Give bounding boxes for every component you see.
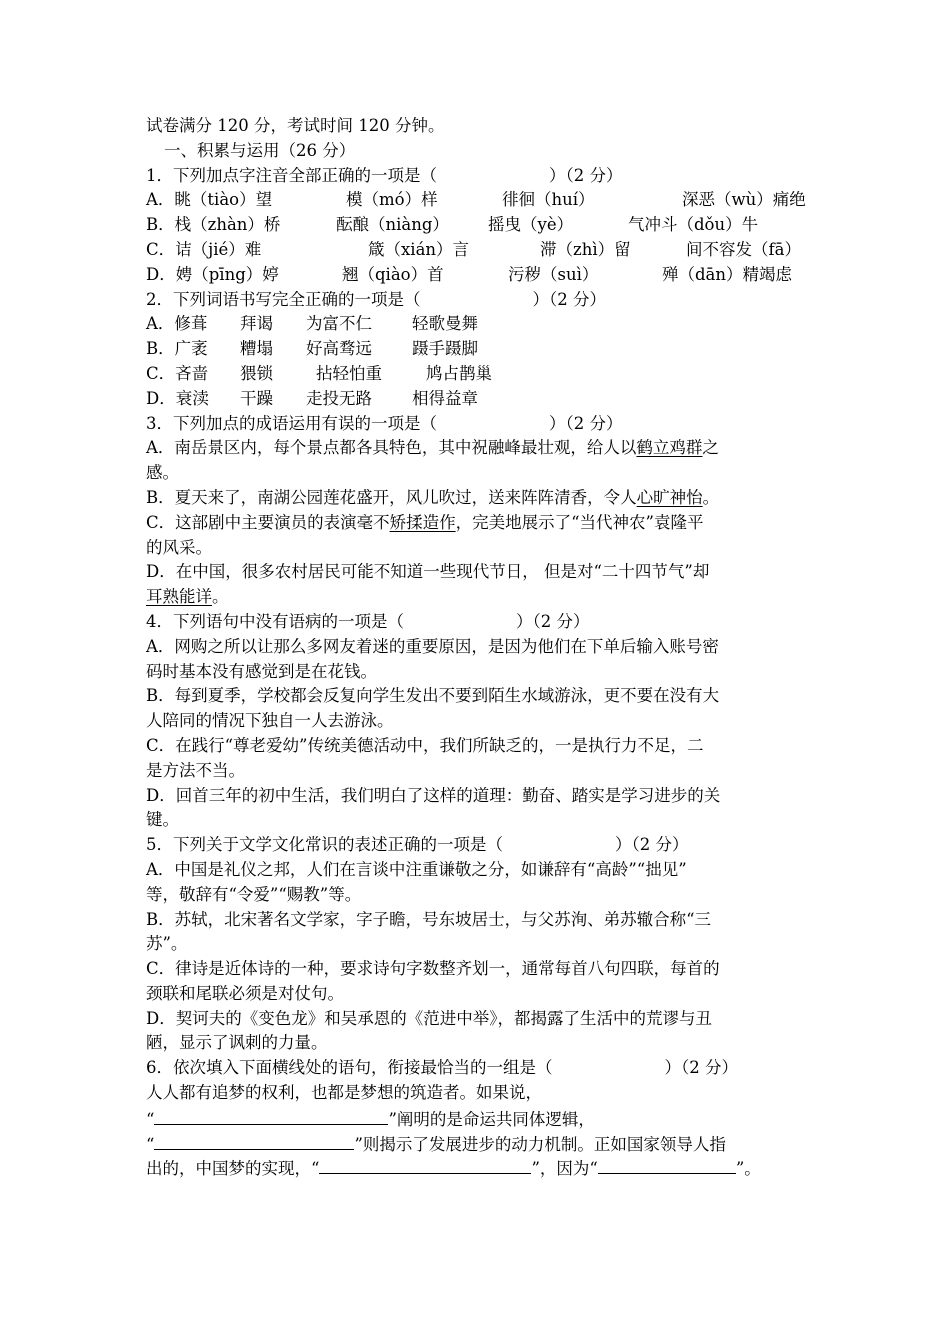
q5-option-b: B．苏轼，北宋著名文学家，字子瞻，号东坡居士，与父苏洵、弟苏辙合称“三 (146, 909, 712, 929)
q2-option-d: D．衰渎 干躁 走投无路 相得益章 (146, 388, 478, 408)
q2-option-c: C．吝啬 猥锁 拈轻怕重 鸠占鹊巢 (146, 363, 492, 383)
q5-option-d: D．契诃夫的《变色龙》和吴承恩的《范进中举》，都揭露了生活中的荒谬与丑 (146, 1008, 712, 1028)
q5-option-d-cont: 陋，显示了讽刺的力量。 (146, 1033, 328, 1053)
q6-stem: 6．依次填入下面横线处的语句，衔接最恰当的一组是（ ）（2 分） (146, 1058, 738, 1078)
q3-option-b: B．夏天来了，南湖公园莲花盛开，风儿吹过，送来阵阵清香，令人心旷神怡。 (146, 487, 720, 507)
q2-option-b: B．广袤 糟塌 好高骛远 蹑手蹑脚 (146, 339, 478, 359)
q4-option-c-cont: 是方法不当。 (146, 760, 245, 780)
q4-option-a-cont: 码时基本没有感觉到是在花钱。 (146, 661, 377, 681)
q1-option-c: C．诘（jié）难 箴（xián）言 滞（zhì）留 间不容发（fā） (146, 239, 801, 259)
q3-stem: 3．下列加点的成语运用有误的一项是（ ）（2 分） (146, 413, 623, 433)
answer-blank-3[interactable] (319, 1155, 531, 1174)
q5-option-c-cont: 颈联和尾联必须是对仗句。 (146, 983, 344, 1003)
q4-option-c: C．在践行“尊老爱幼”传统美德活动中，我们所缺乏的，一是执行力不足，二 (146, 735, 704, 755)
q3-option-d: D．在中国，很多农村居民可能不知道一些现代节日， 但是对“二十四节气”却 (146, 562, 710, 582)
q3-option-a: A．南岳景区内，每个景点都各具特色，其中祝融峰最壮观，给人以鹤立鸡群之 (146, 438, 719, 458)
q5-option-a: A．中国是礼仪之邦，人们在言谈中注重谦敬之分，如谦辞有“高龄”“拙见” (146, 859, 687, 879)
section-heading: 一、积累与运用（26 分） (164, 140, 356, 160)
q5-option-b-cont: 苏”。 (146, 934, 188, 954)
q1-option-a: A．眺（tiào）望 模（mó）样 徘徊（huí） 深恶（wù）痛绝 (146, 190, 806, 210)
intro-line: 试卷满分 120 分，考试时间 120 分钟。 (146, 116, 445, 135)
q5-option-c: C．律诗是近体诗的一种，要求诗句字数整齐划一，通常每首八句四联，每首的 (146, 959, 720, 979)
q2-stem: 2．下列词语书写完全正确的一项是（ ）（2 分） (146, 289, 606, 309)
q4-option-b: B．每到夏季，学校都会反复向学生发出不要到陌生水域游泳，更不要在没有大 (146, 686, 720, 706)
q3-option-a-cont: 感。 (146, 463, 179, 483)
answer-blank-1[interactable] (154, 1106, 388, 1125)
q4-option-b-cont: 人陪同的情况下独自一人去游泳。 (146, 711, 394, 731)
q1-option-b: B．栈（zhàn）桥 酝酿（niàng） 摇曳（yè） 气冲斗（dǒu）牛 (146, 215, 759, 235)
exam-page (146, 114, 810, 1180)
q1-stem: 1．下列加点字注音全部正确的一项是（ ）（2 分） (146, 165, 623, 185)
q6-passage-line3: “ ”则揭示了发展进步的动力机制。正如国家领导人指 (146, 1131, 810, 1156)
q4-stem: 4．下列语句中没有语病的一项是（ ）（2 分） (146, 611, 590, 631)
q5-option-a-cont: 等，敬辞有“令爱”“赐教”等。 (146, 884, 362, 904)
q3-option-d-cont: 耳熟能详。 (146, 587, 229, 607)
q4-option-d-cont: 键。 (146, 810, 179, 830)
q1-option-d: D．娉（pīng）婷 翘（qiào）首 污秽（suì） 殚（dān）精竭虑 (146, 264, 793, 284)
q4-option-d: D．回首三年的初中生活，我们明白了这样的道理：勤奋、踏实是学习进步的关 (146, 785, 721, 805)
q3-idiom-b: 心旷神怡 (636, 487, 703, 507)
q3-option-c: C．这部剧中主要演员的表演毫不矫揉造作，完美地展示了“当代神农”袁隆平 (146, 512, 704, 532)
answer-blank-2[interactable] (154, 1131, 354, 1150)
q5-stem: 5．下列关于文学文化常识的表述正确的一项是（ ）（2 分） (146, 835, 689, 855)
q6-passage-line2: “ ”阐明的是命运共同体逻辑， (146, 1106, 810, 1131)
q4-option-a: A．网购之所以让那么多网友着迷的重要原因，是因为他们在下单后输入账号密 (146, 636, 719, 656)
q2-option-a: A．修葺 拜谒 为富不仁 轻歌曼舞 (146, 314, 478, 334)
q6-passage-line1: 人人都有追梦的权利，也都是梦想的筑造者。如果说， (146, 1083, 542, 1103)
q3-idiom-a: 鹤立鸡群 (636, 438, 703, 458)
q3-idiom-d: 耳熟能详 (146, 587, 212, 607)
q6-passage-line4: 出的，中国梦的实现，“ ”，因为“ ”。 (146, 1155, 810, 1180)
q3-option-c-cont: 的风采。 (146, 537, 212, 557)
answer-blank-4[interactable] (598, 1155, 736, 1174)
q3-idiom-c: 矫揉造作 (389, 512, 456, 532)
